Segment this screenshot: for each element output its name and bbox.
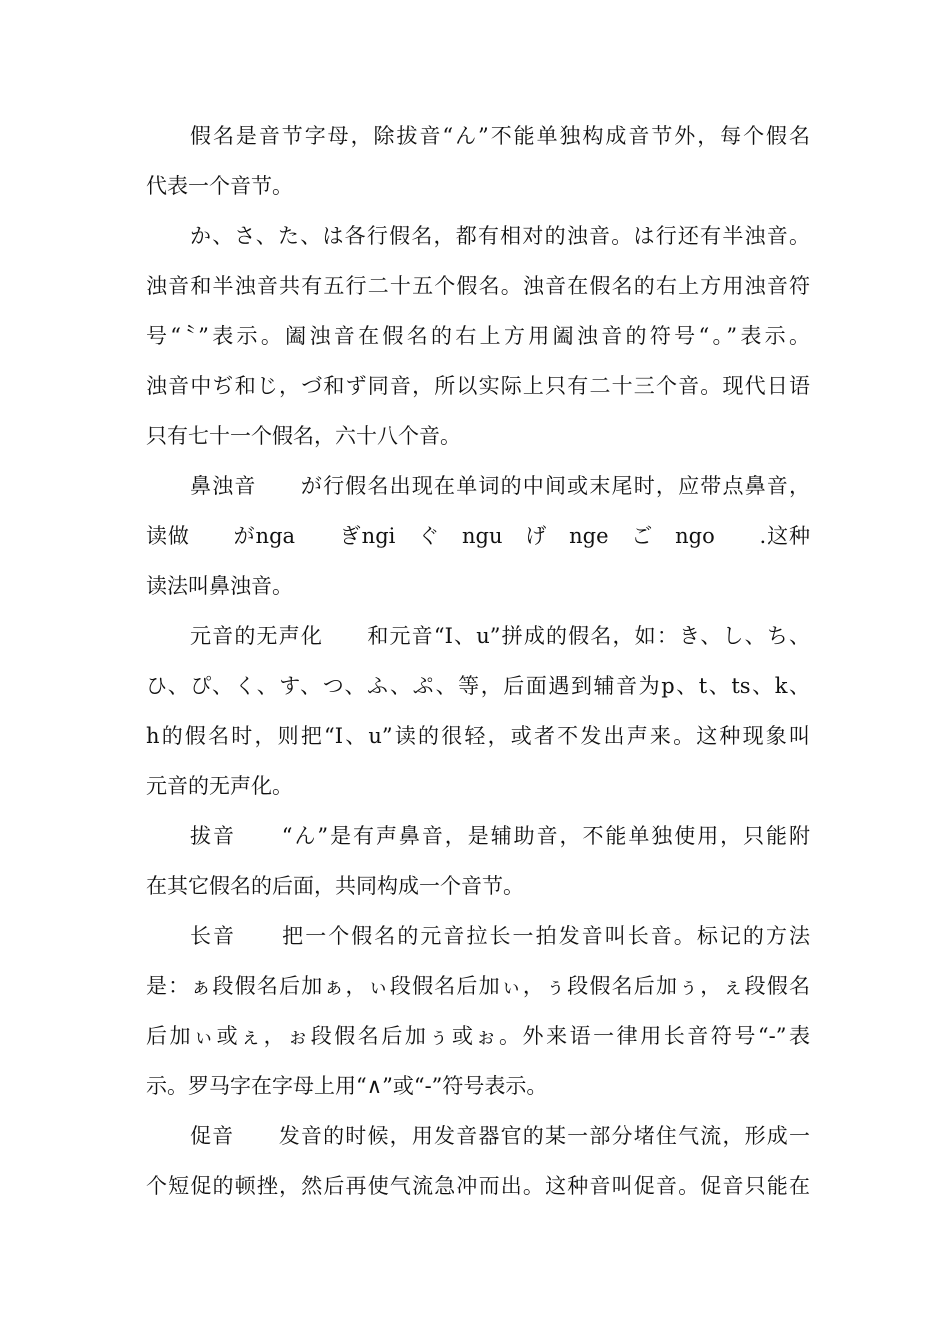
paragraph-devoicing-line-2: ひ、ぴ、く、す、つ、ふ、ぷ、等，后面遇到辅音为p、t、ts、k、: [146, 674, 810, 698]
paragraph-devoicing-line-1: 元音的无声化 和元音“I、u”拼成的假名，如：き、し、ち、: [190, 624, 810, 648]
paragraph-devoicing-line-3: h的假名时，则把“I、u”读的很轻，或者不发出声来。这种现象叫: [146, 724, 810, 748]
paragraph-voiced-line-1: か、さ、た、は各行假名，都有相对的浊音。は行还有半浊音。: [190, 224, 810, 248]
paragraph-nasal-line-2: 读做 がnga ぎngi ぐ ngu げ nge ご ngo .这种: [146, 524, 810, 548]
paragraph-voiced-line-3: 号“〝”表示。阖浊音在假名的右上方用阖浊音的符号“。”表示。: [146, 324, 810, 348]
paragraph-devoicing-line-4: 元音的无声化。: [146, 774, 293, 798]
paragraph-kana-line-2: 代表一个音节。: [146, 174, 293, 198]
paragraph-voiced-line-5: 只有七十一个假名，六十八个音。: [146, 424, 461, 448]
paragraph-voiced-line-2: 浊音和半浊音共有五行二十五个假名。浊音在假名的右上方用浊音符: [146, 274, 810, 298]
paragraph-geminate-line-1: 促音 发音的时候，用发音器官的某一部分堵住气流，形成一: [190, 1124, 810, 1148]
paragraph-long-vowel-line-2: 是：ぁ段假名后加ぁ，ぃ段假名后加ぃ，ぅ段假名后加ぅ，ぇ段假名: [146, 974, 810, 998]
paragraph-nasal-line-1: 鼻浊音 が行假名出现在单词的中间或末尾时，应带点鼻音，: [190, 474, 810, 498]
paragraph-moraic-nasal-line-1: 拔音 “ん”是有声鼻音，是辅助音，不能单独使用，只能附: [190, 824, 810, 848]
paragraph-moraic-nasal-line-2: 在其它假名的后面，共同构成一个音节。: [146, 874, 524, 898]
paragraph-long-vowel-line-1: 长音 把一个假名的元音拉长一拍发音叫长音。标记的方法: [190, 924, 810, 948]
paragraph-geminate-line-2: 个短促的顿挫，然后再使气流急冲而出。这种音叫促音。促音只能在: [146, 1174, 810, 1198]
paragraph-long-vowel-line-4: 示。罗马字在字母上用“∧”或“-”符号表示。: [146, 1074, 548, 1098]
paragraph-nasal-line-3: 读法叫鼻浊音。: [146, 574, 293, 598]
paragraph-voiced-line-4: 浊音中ぢ和じ，づ和ず同音，所以实际上只有二十三个音。现代日语: [146, 374, 810, 398]
paragraph-kana-line-1: 假名是音节字母，除拔音“ん”不能单独构成音节外，每个假名: [190, 124, 810, 148]
paragraph-long-vowel-line-3: 后加ぃ或ぇ，ぉ段假名后加ぅ或ぉ。外来语一律用长音符号“-”表: [146, 1024, 810, 1048]
